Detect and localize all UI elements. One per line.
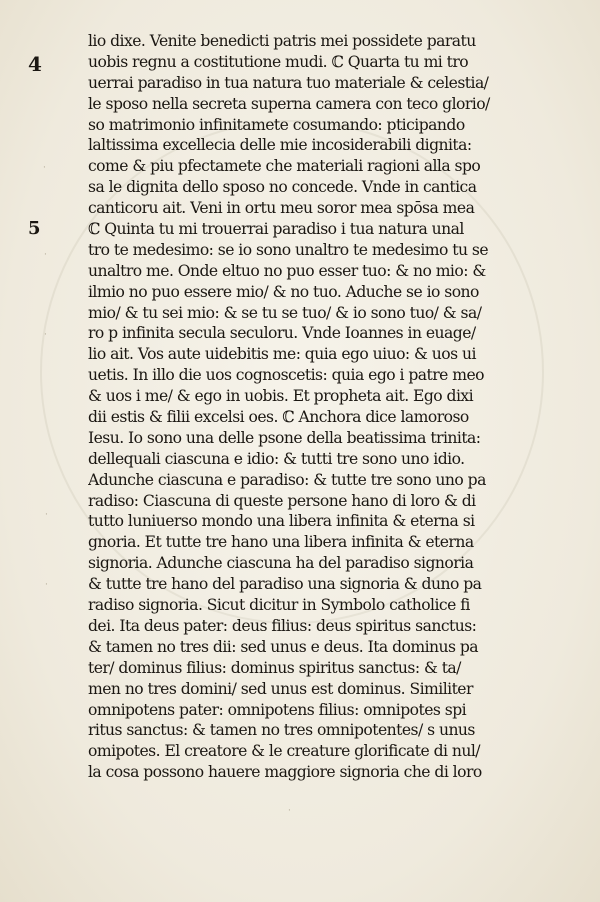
text-line: & tutte tre hano del paradiso una signoria & duno pa — [88, 575, 482, 594]
text-line: omnipotens pater: omnipotens filius: omnipotes spi — [88, 700, 467, 719]
text-line: dellequali ciascuna e idio: & tutti tre sono uno idio. — [88, 449, 465, 468]
text-line: lio ait. Vos aute uidebitis me: quia ego uiuo: & uos ui — [88, 345, 476, 364]
text-line: Adunche ciascuna e paradiso: & tutte tre sono uno pa — [88, 470, 486, 489]
margin-note-middle: 5 — [28, 218, 41, 239]
text-line: ter/ dominus filius: dominus spiritus sanctus: & ta/ — [88, 658, 461, 677]
text-line: canticoru ait. Veni in ortu meu soror mea spōsa mea — [88, 199, 475, 218]
ink-speck: · — [44, 250, 47, 260]
text-line: omipotes. El creatore & le creature glorificate di nul/ — [88, 742, 480, 761]
margin-note-top: 4 — [28, 52, 42, 76]
ink-speck: · — [44, 330, 47, 340]
text-line: come & piu pfectamete che materiali ragioni alla spo — [88, 157, 481, 176]
text-line: sa le dignita dello sposo no concede. Vnde in cantica — [88, 178, 477, 197]
text-line: so matrimonio infinitamete cosumando: pticipando — [88, 115, 465, 134]
main-text-column — [88, 31, 543, 783]
text-line: dii estis & filii excelsi oes. ℂ Anchora dice lamoroso — [88, 408, 469, 427]
text-line: ro p infinita secula seculoru. Vnde Ioannes in euage/ — [88, 324, 476, 343]
text-line: men no tres domini/ sed unus est dominus. Similiter — [88, 679, 473, 698]
text-line: & tamen no tres dii: sed unus e deus. Ita dominus pa — [88, 637, 479, 656]
ink-speck: · — [288, 806, 291, 816]
text-line: le sposo nella secreta superna camera con teco glorio/ — [88, 94, 490, 113]
text-line: ilmio no puo essere mio/ & no tuo. Aduche se io sono — [88, 282, 479, 301]
text-line: la cosa possono hauere maggiore signoria che di loro — [88, 763, 482, 782]
text-line: Iesu. Io sono una delle psone della beatissima trinita: — [88, 428, 481, 447]
ink-speck: · — [43, 163, 46, 173]
text-line: uerrai paradiso in tua natura tuo materiale & celestia/ — [88, 73, 489, 92]
ink-speck: · — [45, 580, 48, 590]
text-line: tro te medesimo: se io sono unaltro te medesimo tu se — [88, 240, 488, 259]
ink-speck: · — [45, 510, 48, 520]
text-line: gnoria. Et tutte tre hano una libera infinita & eterna — [88, 533, 474, 552]
text-line: mio/ & tu sei mio: & se tu se tuo/ & io sono tuo/ & sa/ — [88, 303, 482, 322]
text-line: signoria. Adunche ciascuna ha del paradiso signoria — [88, 554, 474, 573]
text-line: lio dixe. Venite benedicti patris mei possidete paratu — [88, 32, 476, 50]
text-line: & uos i me/ & ego in uobis. Et propheta ait. Ego dixi — [88, 387, 474, 406]
text-line: radiso signoria. Sicut dicitur in Symbolo catholice fi — [88, 596, 470, 615]
text-line: radiso: Ciascuna di queste persone hano di loro & di — [88, 491, 476, 510]
text-line: laltissima excellecia delle mie incosiderabili dignita: — [88, 136, 472, 155]
text-line: ℂ Quinta tu mi trouerrai paradiso i tua natura unal — [88, 220, 464, 239]
text-line: dei. Ita deus pater: deus filius: deus spiritus sanctus: — [88, 616, 477, 635]
text-line: ritus sanctus: & tamen no tres omnipotentes/ s unus — [88, 721, 475, 740]
text-line: uetis. In illo die uos cognoscetis: quia ego i patre meo — [88, 366, 484, 385]
text-line: unaltro me. Onde eltuo no puo esser tuo: & no mio: & — [88, 261, 486, 280]
text-line: tutto luniuerso mondo una libera infinita & eterna si — [88, 512, 475, 531]
text-line: uobis regnu a costitutione mudi. ℂ Quarta tu mi tro — [88, 52, 469, 71]
